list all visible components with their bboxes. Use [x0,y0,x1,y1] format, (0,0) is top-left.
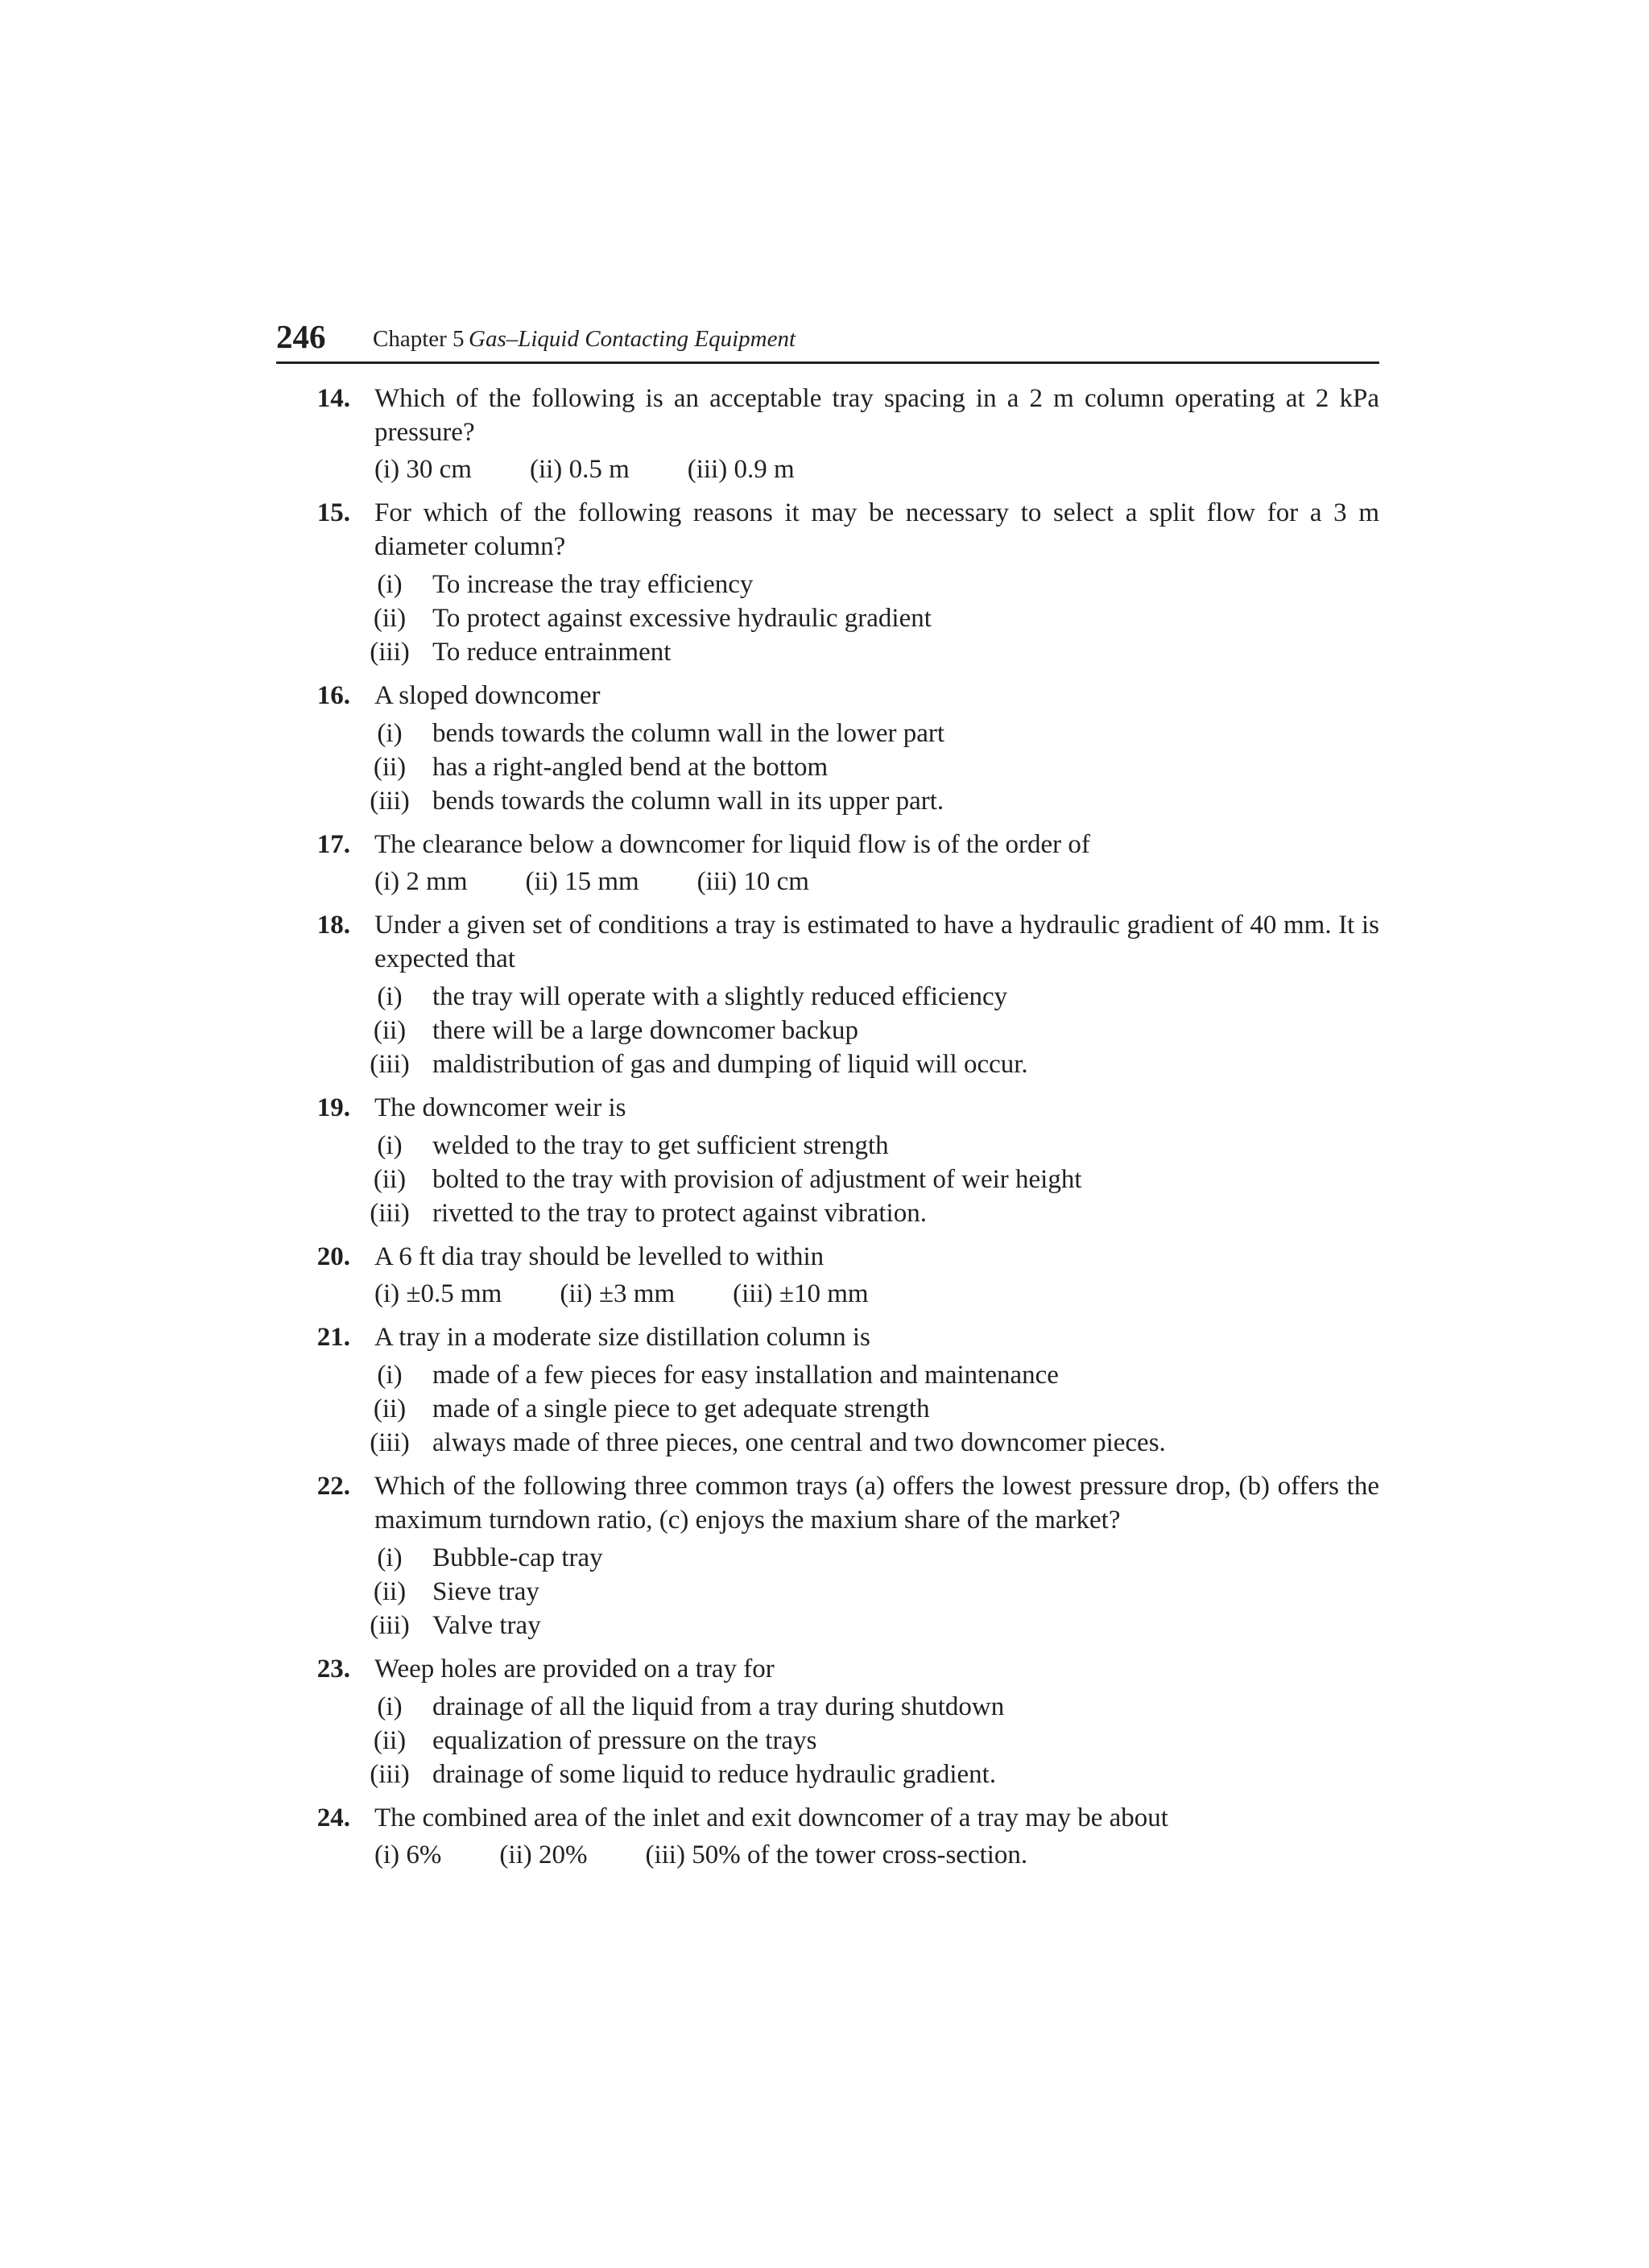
option-text: the tray will operate with a slightly reduced efficiency [432,982,1008,1011]
option [370,1047,1379,1081]
option [374,1575,1379,1609]
page-number: 246 [276,318,326,355]
option-text: has a right-angled bend at the bottom [432,753,829,782]
option [374,1690,1379,1724]
question-item [308,1801,1379,1872]
option [697,865,809,899]
question-item [308,1320,1379,1460]
option [374,601,1379,635]
option [370,1426,1379,1460]
option [374,1014,1379,1047]
option-text: bolted to the tray with provision of adjustment of weir height [432,1165,1082,1194]
option-number: (iii) [687,455,728,484]
option-text: equalization of pressure on the trays [432,1726,817,1755]
option-number: (i) [377,1131,403,1160]
question-item [308,1240,1379,1311]
option-list [370,1690,1379,1791]
option-number: (iii) [645,1840,685,1869]
option-text: ±10 mm [779,1279,869,1308]
option [374,1358,1379,1392]
question-item [308,908,1379,1081]
option-number: (iii) [733,1279,773,1308]
option-text: 2 mm [406,867,468,896]
question-text: The clearance below a downcomer for liquid flow is of the order of [374,830,1090,859]
option-text: bends towards the column wall in the lower part [432,719,945,748]
question-text: A tray in a moderate size distillation column is [374,1323,870,1352]
question-list [308,382,1379,1882]
option-text: 0.9 m [734,455,795,484]
option [370,784,1379,818]
question-item [308,679,1379,818]
chapter-label: Chapter 5 [373,326,465,352]
question-text: A sloped downcomer [374,681,601,710]
option-text: Bubble-cap tray [432,1543,603,1572]
option-text: 20% [538,1840,588,1869]
option-number: (i) [374,1840,400,1869]
option-number: (i) [374,455,400,484]
question-text: Which of the following three common trays (a) offers the lowest pressure drop, (b) offers the maximum turndown ratio, (c) enjoys the maxium share of the market? [374,1472,1379,1535]
option-list [370,568,1379,669]
option [374,1392,1379,1426]
chapter-title: Gas–Liquid Contacting Equipment [469,326,796,352]
option-text: bends towards the column wall in its upper part. [432,787,944,816]
option [374,1724,1379,1758]
option [374,1163,1379,1196]
option-number: (iii) [370,1199,410,1228]
option [526,865,639,899]
option-text: made of a single piece to get adequate strength [432,1394,930,1423]
question-item [308,828,1379,899]
option-list [370,717,1379,818]
option-number: (iii) [696,867,738,896]
option-number: (iii) [370,1428,410,1457]
option-number: (ii) [525,867,558,896]
option-text: rivetted to the tray to protect against vibration. [432,1199,927,1228]
question-item [308,496,1379,669]
question-number: 24. [316,1803,350,1832]
option-text: drainage of some liquid to reduce hydraulic gradient. [432,1760,997,1789]
question-item [308,1091,1379,1230]
question-text: For which of the following reasons it may be necessary to select a split flow for a 3 m diameter column? [374,498,1379,561]
question-text: Under a given set of conditions a tray is estimated to have a hydraulic gradient of 40 mm. It is expected that [374,911,1379,973]
option-number: (iii) [370,1050,410,1079]
page-header [276,316,1379,364]
option-number: (i) [374,1279,400,1308]
option-number: (ii) [373,604,407,633]
option-list [370,1541,1379,1642]
question-number: 19. [316,1093,350,1122]
option-text: Sieve tray [432,1577,539,1606]
question-number: 18. [316,911,350,940]
option-text: maldistribution of gas and dumping of liquid will occur. [432,1050,1028,1079]
question-item [308,1652,1379,1791]
option [374,717,1379,750]
question-number: 17. [316,830,350,859]
option-row [374,452,1379,486]
option-row [374,1277,1379,1311]
option-text: always made of three pieces, one central and two downcomer pieces. [432,1428,1166,1457]
option-text: 15 mm [564,867,639,896]
option [374,568,1379,601]
option-row [374,865,1379,899]
option-number: (ii) [373,753,407,782]
question-number: 20. [316,1242,350,1271]
option-number: (ii) [529,455,563,484]
option-number: (i) [377,570,403,599]
option [374,1541,1379,1575]
option-number: (i) [377,1543,403,1572]
option-list [370,980,1379,1081]
option-number: (i) [377,1692,403,1721]
option-row [374,1838,1379,1872]
question-number: 23. [316,1655,350,1683]
option-text: made of a few pieces for easy installation and maintenance [432,1361,1059,1390]
question-text: Which of the following is an acceptable tray spacing in a 2 m column operating at 2 kPa pressure? [374,384,1379,447]
question-text: The combined area of the inlet and exit downcomer of a tray may be about [374,1803,1168,1832]
question-number: 16. [316,681,350,710]
option [370,1196,1379,1230]
option [499,1838,587,1872]
option [645,1838,1027,1872]
option-text: 6% [406,1840,442,1869]
question-text: Weep holes are provided on a tray for [374,1655,775,1683]
option-number: (iii) [370,787,410,816]
option-number: (iii) [370,1611,410,1640]
option-text: there will be a large downcomer backup [432,1016,859,1045]
option-text: 10 cm [743,867,809,896]
option [733,1277,868,1311]
question-number: 21. [316,1323,350,1352]
option [374,452,472,486]
option [560,1277,675,1311]
option [370,1758,1379,1791]
question-text: The downcomer weir is [374,1093,626,1122]
option-number: (i) [377,719,403,748]
option-list [370,1129,1379,1230]
question-text: A 6 ft dia tray should be levelled to within [374,1242,824,1271]
option [374,750,1379,784]
option-number: (i) [377,982,403,1011]
option-text: 50% of the tower cross-section. [692,1840,1028,1869]
option [370,635,1379,669]
option-text: Valve tray [432,1611,541,1640]
option-number: (iii) [370,1760,410,1789]
option-text: welded to the tray to get sufficient strength [432,1131,889,1160]
option-text: To protect against excessive hydraulic gradient [432,604,932,633]
option-number: (ii) [499,1840,532,1869]
question-item [308,1469,1379,1642]
option-number: (ii) [560,1279,593,1308]
option [374,980,1379,1014]
option-number: (ii) [373,1165,407,1194]
option [374,1838,441,1872]
question-number: 14. [316,384,350,413]
option [374,1129,1379,1163]
option-text: drainage of all the liquid from a tray during shutdown [432,1692,1005,1721]
option-text: ±3 mm [598,1279,676,1308]
option-number: (ii) [373,1016,407,1045]
option-text: 0.5 m [568,455,630,484]
option [374,865,468,899]
option-text: ±0.5 mm [406,1279,502,1308]
option-text: To increase the tray efficiency [432,570,754,599]
option [370,1609,1379,1642]
option-number: (i) [374,867,400,896]
question-item [308,382,1379,486]
question-number: 15. [316,498,350,527]
option [374,1277,502,1311]
option-number: (i) [377,1361,403,1390]
question-number: 22. [316,1472,350,1501]
option-number: (ii) [373,1394,407,1423]
option-number: (iii) [370,638,410,667]
option-list [370,1358,1379,1460]
option [688,452,795,486]
option-number: (ii) [373,1726,407,1755]
option-number: (ii) [373,1577,407,1606]
option-text: 30 cm [406,455,472,484]
option [530,452,630,486]
option-text: To reduce entrainment [432,638,672,667]
